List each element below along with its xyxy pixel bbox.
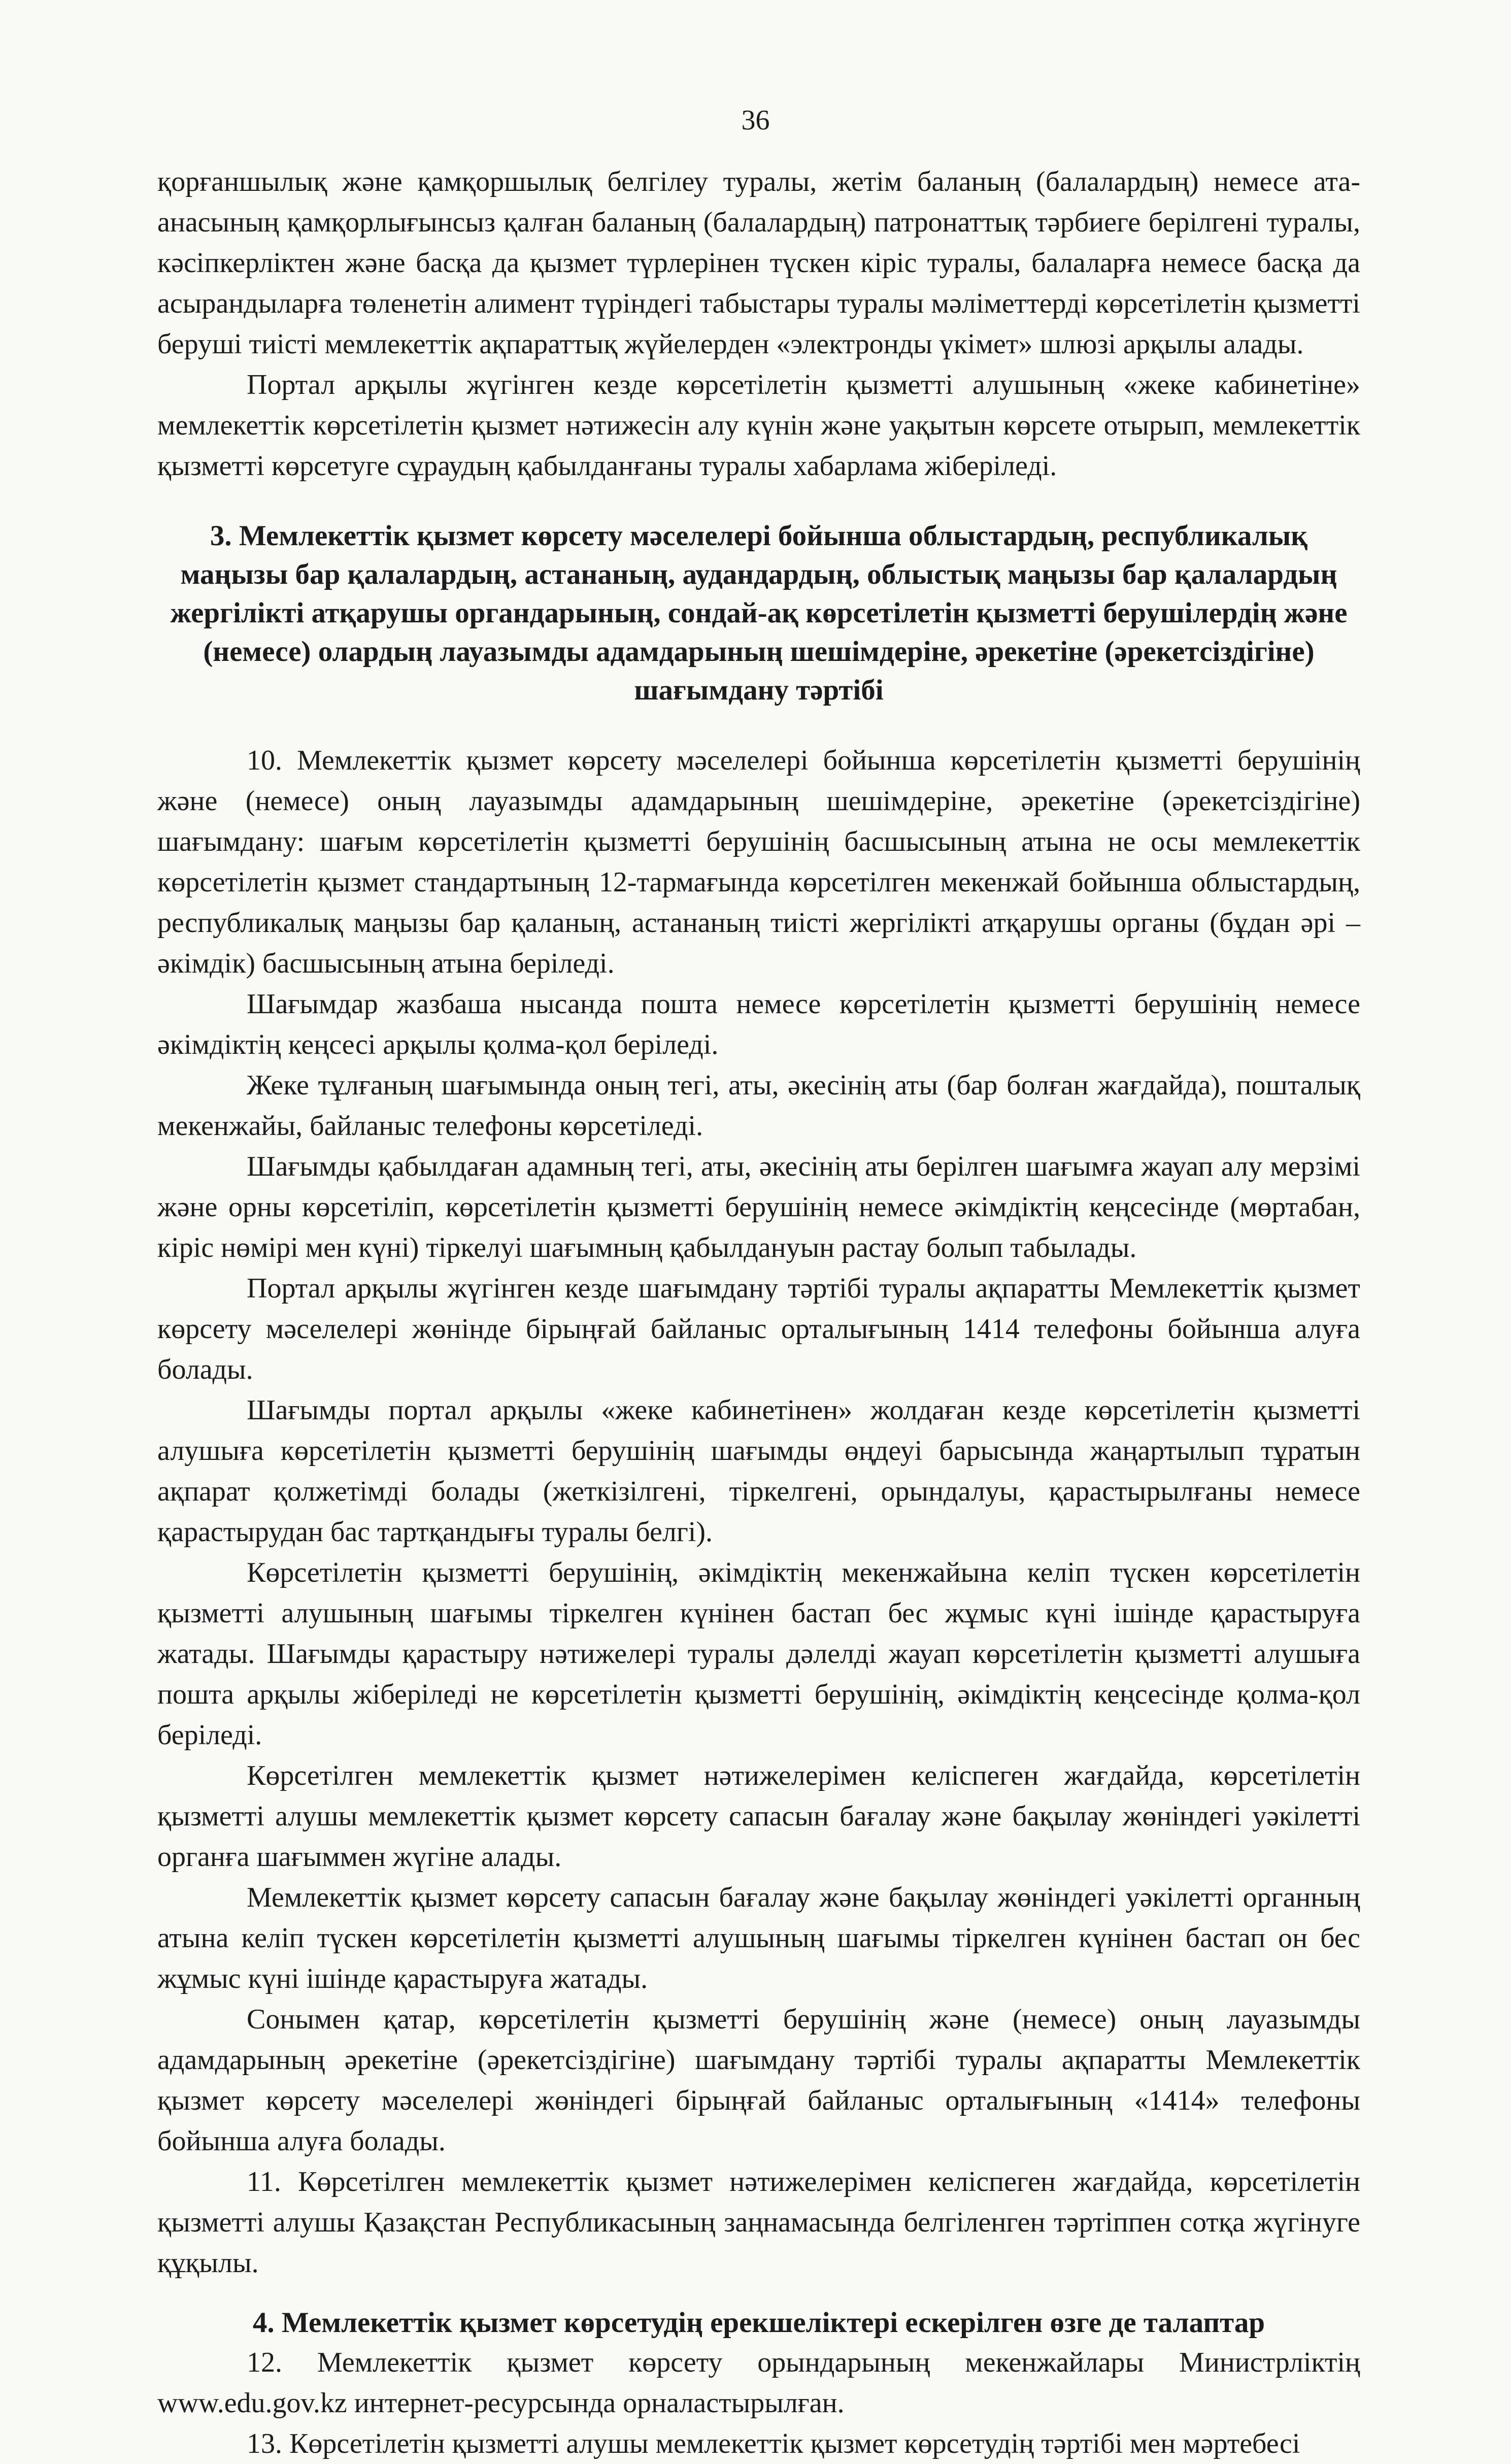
paragraph: 10. Мемлекеттік қызмет көрсету мәселелері бойынша көрсетілетін қызметті берушінің және (немесе) оның лауазымды адамдарының шешімдеріне, әрекетіне (әрекетсіздігіне) шағымдану: шағым көрсетілетін қызметті берушінің басшысының атына не осы мемлекеттік көрсетілетін қызмет стандартының 12-тармағында көрсетілген мекенжай бойынша облыстардың, республикалық маңызы бар қаланың, астананың тиісті жергілікті атқарушы органы (бұдан әрі – әкімдік) басшысының атына беріледі. [157, 745, 1360, 979]
paragraph: Шағымдар жазбаша нысанда пошта немесе көрсетілетін қызметті берушінің немесе әкімдіктің кеңсесі арқылы қолма-қол беріледі. [157, 988, 1360, 1060]
section-4-heading: 4. Мемлекеттік қызмет көрсетудің ерекшеліктері ескерілген өзге де талаптар [252, 2307, 1265, 2339]
paragraph: Шағымды қабылдаған адамның тегі, аты, әкесінің аты берілген шағымға жауап алу мерзімі және орны көрсетіліп, көрсетілетін қызметті берушінің немесе әкімдіктің кеңсесінде (мөртабан, кіріс нөмірі мен күні) тіркелуі шағымның қабылдануын растау болып табылады. [157, 1151, 1360, 1263]
document-body [157, 161, 1360, 2464]
paragraph: Көрсетілген мемлекеттік қызмет нәтижелерімен келіспеген жағдайда, көрсетілетін қызметті алушы мемлекеттік қызмет көрсету сапасын бағалау және бақылау жөніндегі уәкілетті органға шағыммен жүгіне алады. [157, 1760, 1360, 1873]
paragraph: Мемлекеттік қызмет көрсету сапасын бағалау және бақылау жөніндегі уәкілетті органның атына келіп түскен көрсетілетін қызметті алушының шағымы тіркелген күнінен бастап он бес жұмыс күні ішінде қарастыруға жатады. [157, 1882, 1360, 1994]
paragraph: Портал арқылы жүгінген кезде шағымдану тәртібі туралы ақпаратты Мемлекеттік қызмет көрсету мәселелері жөнінде бірыңғай байланыс орталығының 1414 телефоны бойынша алуға болады. [157, 1273, 1360, 1385]
paragraph: Сонымен қатар, көрсетілетін қызметті берушінің және (немесе) оның лауазымды адамдарының әрекетіне (әрекетсіздігіне) шағымдану тәртібі туралы ақпаратты Мемлекеттік қызмет көрсету мәселелері жөніндегі бірыңғай байланыс орталығының «1414» телефоны бойынша алуға болады. [157, 2004, 1360, 2157]
paragraph: Жеке тұлғаның шағымында оның тегі, аты, әкесінің аты (бар болған жағдайда), пошталық мекенжайы, байланыс телефоны көрсетіледі. [157, 1070, 1360, 1142]
paragraph: 13. Көрсетілетін қызметті алушы мемлекеттік қызмет көрсетудің тәртібі мен мәртебесі [247, 2428, 1300, 2459]
paragraph: қорғаншылық және қамқоршылық белгілеу туралы, жетім баланың (балалардың) немесе ата-анасының қамқорлығынсыз қалған баланың (балалардың) патронаттық тәрбиеге берілгені туралы, кәсіпкерліктен және басқа да қызмет түрлерінен түскен кіріс туралы, балаларға немесе басқа да асырандыларға төленетін алимент түріндегі табыстары туралы мәліметтерді көрсетілетін қызметті беруші тиісті мемлекеттік ақпараттық жүйелерден «электронды үкімет» шлюзі арқылы алады. [157, 166, 1360, 360]
page-number: 36 [741, 105, 770, 136]
paragraph: Көрсетілетін қызметті берушінің, әкімдіктің мекенжайына келіп түскен көрсетілетін қызметті алушының шағымы тіркелген күнінен бастап бес жұмыс күні ішінде қарастыруға жатады. Шағымды қарастыру нәтижелері туралы дәлелді жауап көрсетілетін қызметті алушыға пошта арқылы жіберіледі не көрсетілетін қызметті берушінің, әкімдіктің кеңсесінде қолма-қол беріледі. [157, 1557, 1360, 1751]
paragraph: 12. Мемлекеттік қызмет көрсету орындарының мекенжайлары Министрліктің www.edu.gov.kz интернет-ресурсында орналастырылған. [157, 2347, 1360, 2419]
paragraph: Портал арқылы жүгінген кезде көрсетілетін қызметті алушының «жеке кабинетіне» мемлекеттік көрсетілетін қызмет нәтижесін алу күнін және уақытын көрсете отырып, мемлекеттік қызметті көрсетуге сұраудың қабылданғаны туралы хабарлама жіберіледі. [157, 369, 1360, 482]
paragraph: 11. Көрсетілген мемлекеттік қызмет нәтижелерімен келіспеген жағдайда, көрсетілетін қызметті алушы Қазақстан Республикасының заңнамасында белгіленген тәртіппен сотқа жүгінуге құқылы. [157, 2166, 1360, 2279]
paragraph: Шағымды портал арқылы «жеке кабинетінен» жолдаған кезде көрсетілетін қызметті алушыға көрсетілетін қызметті берушінің шағымды өңдеуі барысында жаңартылып тұратын ақпарат қолжетімді болады (жеткізілгені, тіркелгені, орындалуы, қарастырылғаны немесе қарастырудан бас тартқандығы туралы белгі). [157, 1394, 1360, 1548]
section-3-heading: 3. Мемлекеттік қызмет көрсету мәселелері бойынша облыстардың, республикалық маңызы бар қалалардың, астананың, аудандардың, облыстық маңызы бар қалалардың жергілікті атқарушы органдарының, сондай-ақ көрсетілетін қызметті берушілердің және (немесе) олардың лауазымды адамдарының шешімдеріне, әрекетіне (әрекетсіздігіне) шағымдану тәртібі [170, 520, 1348, 706]
